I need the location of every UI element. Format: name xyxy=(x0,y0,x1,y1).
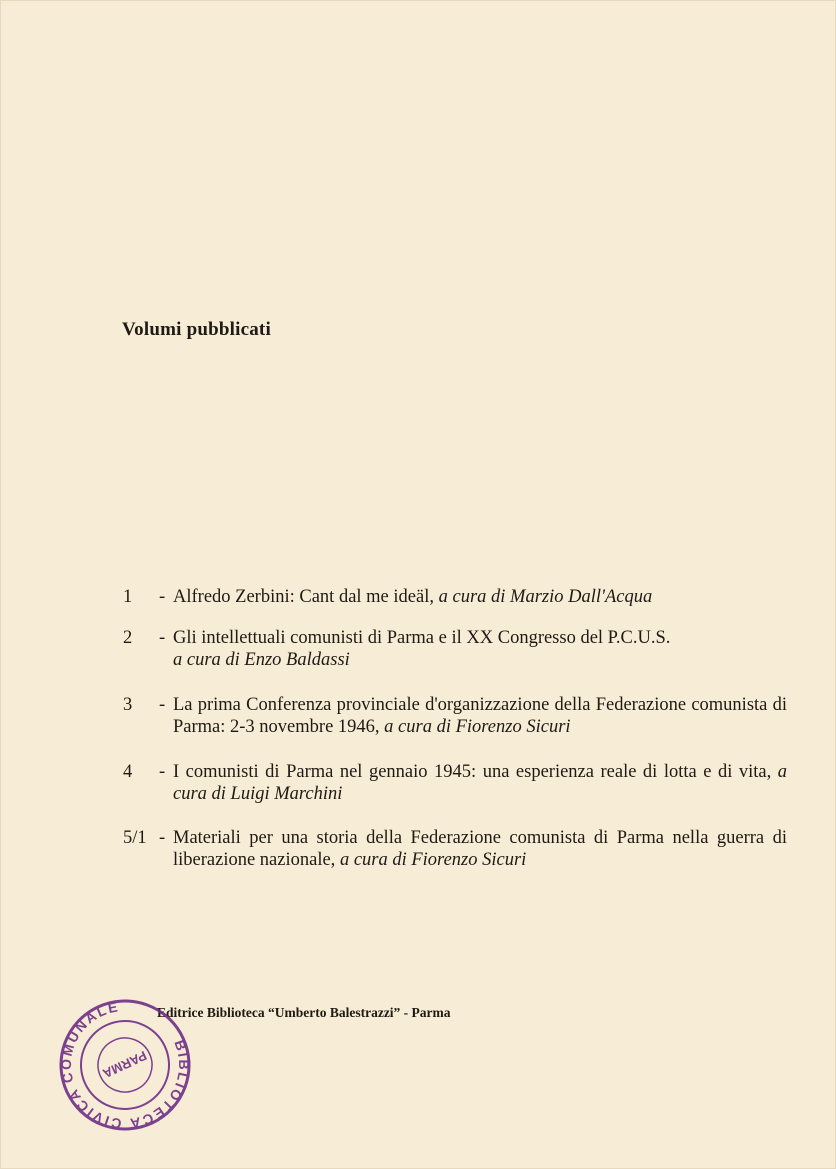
entry-number: 5/1 xyxy=(123,828,147,848)
entry-dash: - xyxy=(159,587,166,607)
entry-text xyxy=(173,586,787,608)
list-item xyxy=(123,827,787,871)
list-item xyxy=(123,627,787,671)
library-stamp-icon xyxy=(55,995,195,1135)
entry-dash: - xyxy=(159,695,166,715)
entry-number: 2 xyxy=(123,628,133,648)
entry-dash: - xyxy=(159,762,166,782)
entry-title: Alfredo Zerbini: Cant dal me ideäl, xyxy=(173,587,434,607)
stamp-outer-text: BIBLIOTECA CIVICA COMUNALE xyxy=(57,998,193,1133)
entry-text xyxy=(173,827,787,871)
entry-curator: a cura di Marzio Dall'Acqua xyxy=(438,587,653,607)
entry-text xyxy=(173,694,787,738)
entry-curator: a cura di Fiorenzo Sicuri xyxy=(339,850,527,870)
entry-title: Gli intellettuali comunisti di Parma e il XX Congresso del P.C.U.S. xyxy=(173,628,671,648)
entry-dash: - xyxy=(159,828,166,848)
entry-title: La prima Conferenza provinciale d'organizzazione della Federazione comunista di Parma: 2-3 novembre 1946, xyxy=(173,695,787,737)
entry-curator: a cura di Enzo Baldassi xyxy=(173,650,350,670)
entry-number: 4 xyxy=(123,762,133,782)
page-heading: Volumi pubblicati xyxy=(122,319,271,340)
entry-dash: - xyxy=(159,628,166,648)
entry-number: 1 xyxy=(123,587,133,607)
entry-text xyxy=(173,627,787,671)
publisher-line: Editrice Biblioteca “Umberto Balestrazzi” - Parma xyxy=(157,1005,451,1020)
entry-text xyxy=(173,761,787,805)
stamp-inner-text: PARMA xyxy=(100,1047,150,1082)
list-item xyxy=(123,694,787,738)
entry-curator: a cura di Fiorenzo Sicuri xyxy=(384,717,571,737)
list-item xyxy=(123,761,787,805)
entry-number: 3 xyxy=(123,695,133,715)
entry-curator: a cura di Luigi Marchini xyxy=(173,762,787,804)
entry-title: I comunisti di Parma nel gennaio 1945: una esperienza reale di lotta e di vita, xyxy=(173,762,772,782)
entry-title: Materiali per una storia della Federazione comunista di Parma nella guerra di liberazione nazionale, xyxy=(173,828,787,870)
list-item xyxy=(123,586,787,608)
volumes-list xyxy=(123,586,787,893)
